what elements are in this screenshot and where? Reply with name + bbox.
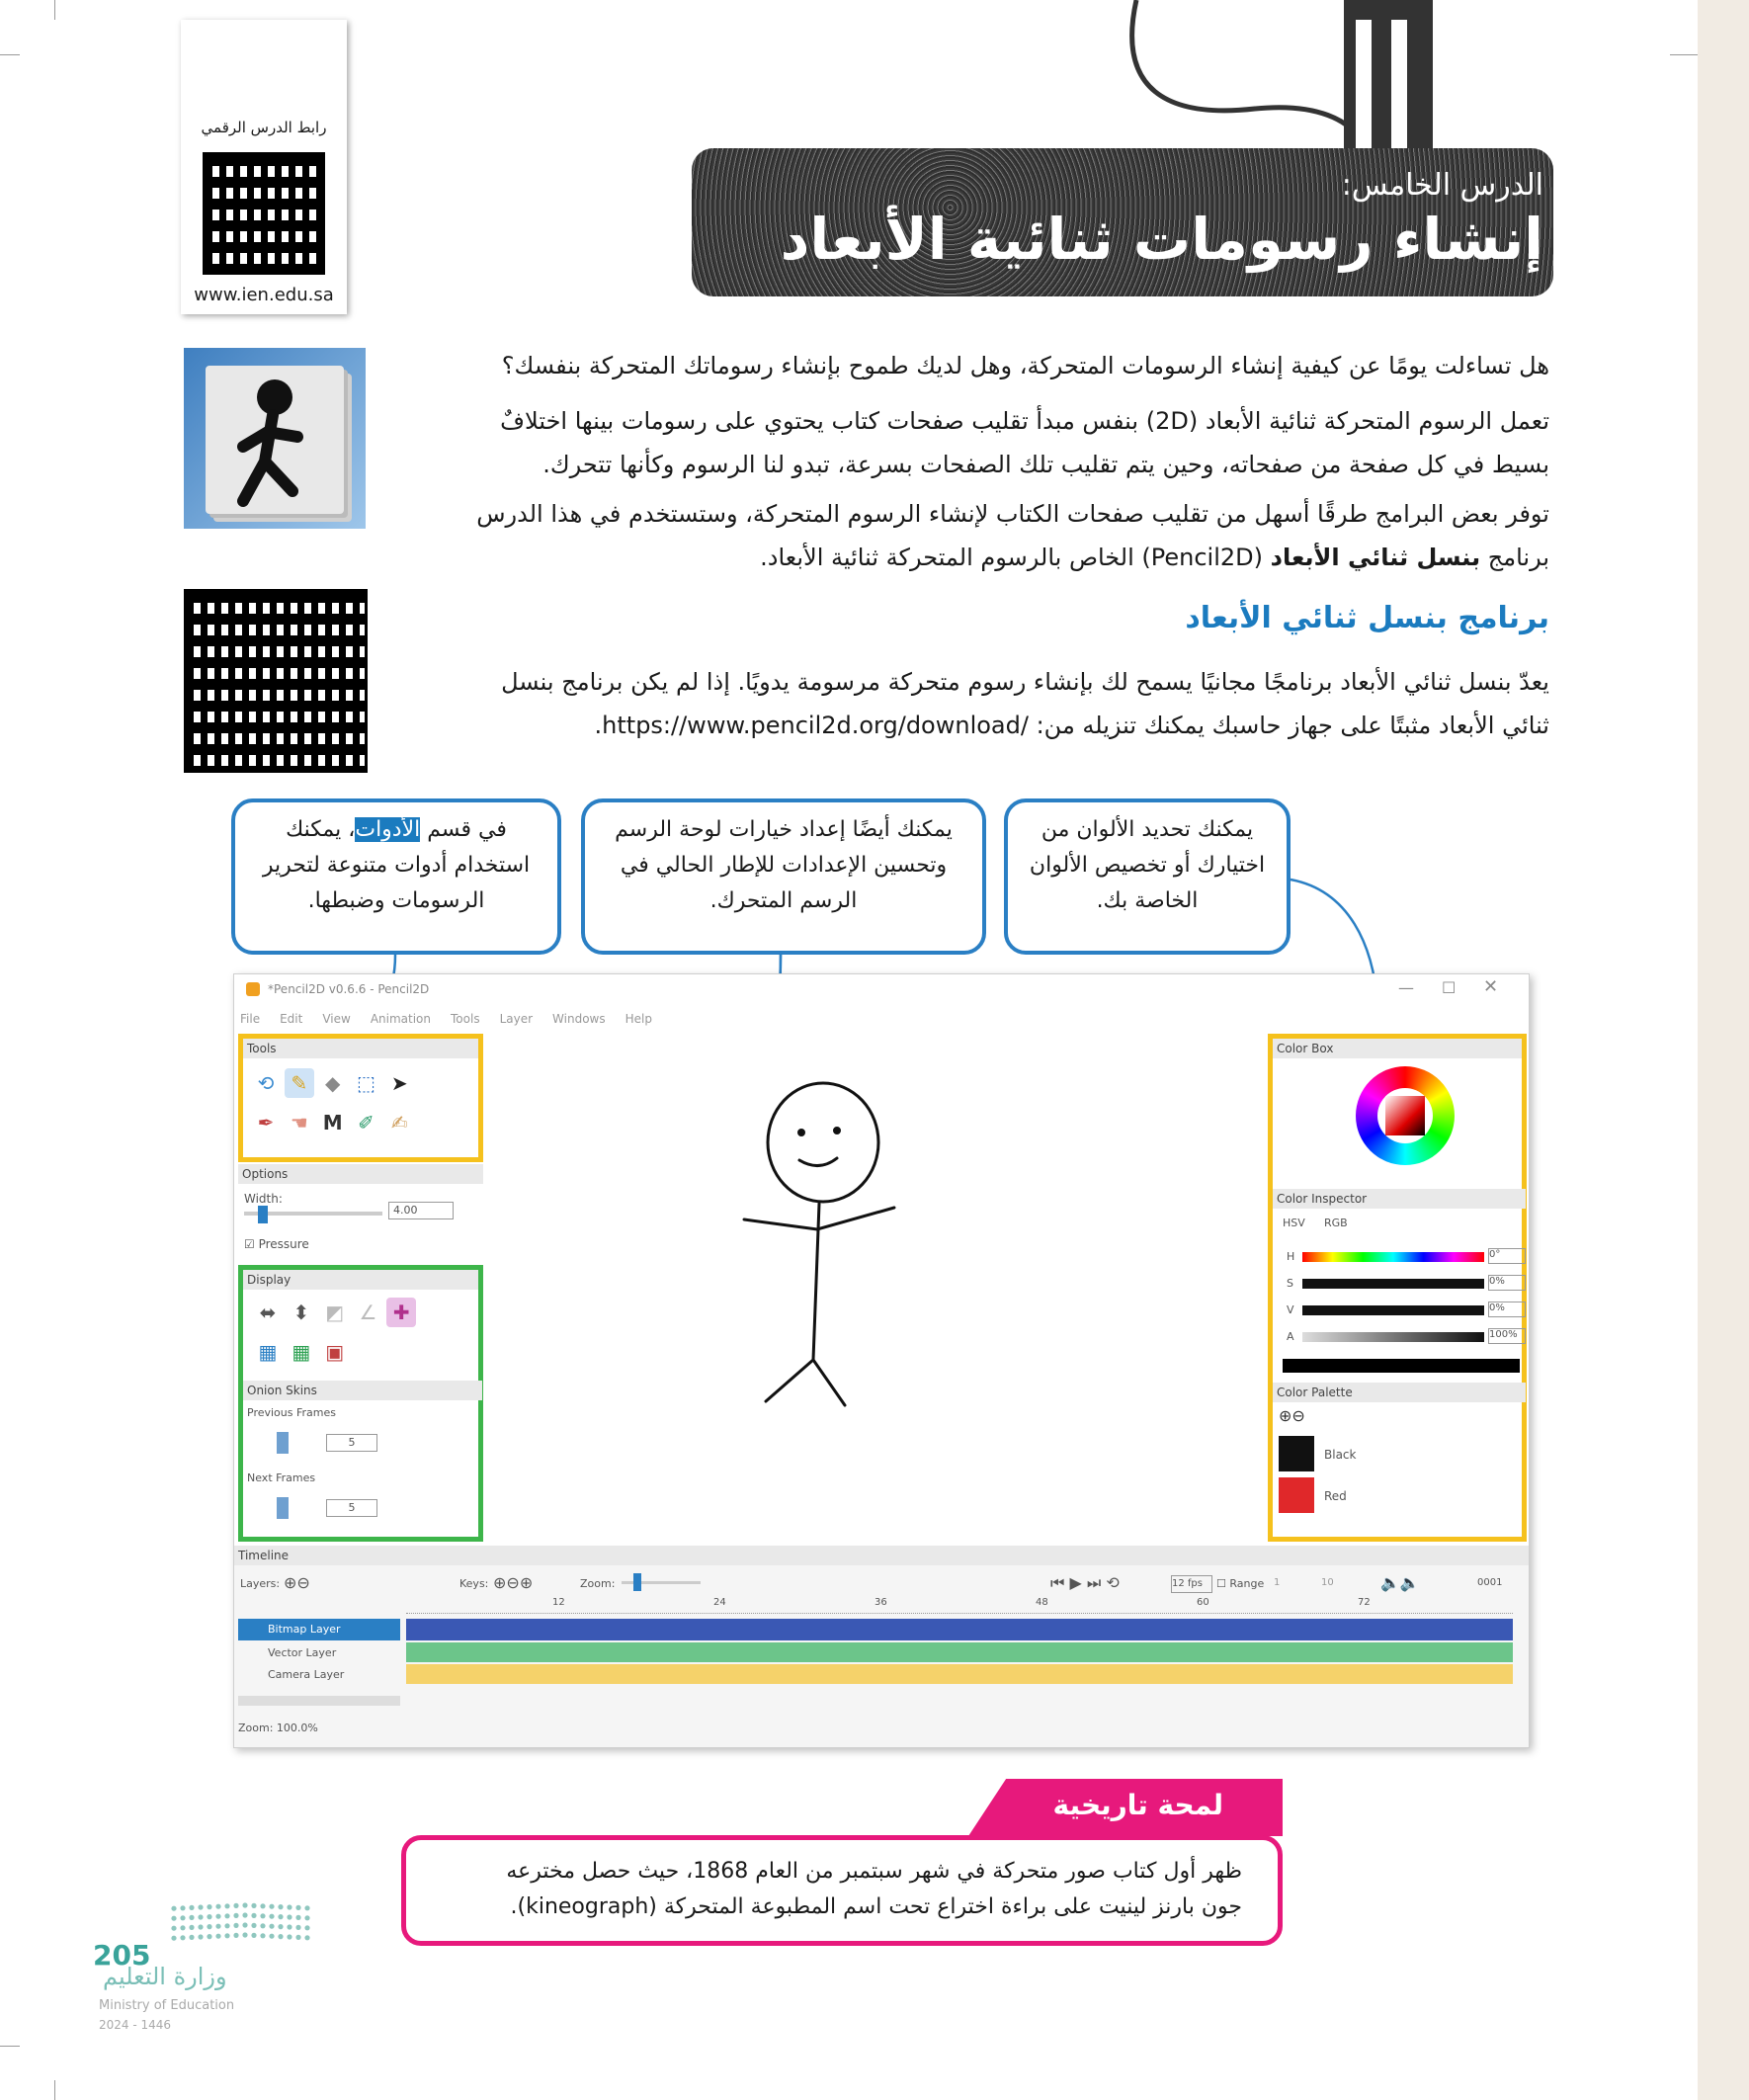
close-icon[interactable]: ✕ (1483, 976, 1499, 997)
brush-tool-icon[interactable]: ✍ (390, 1111, 408, 1134)
logo-dot (287, 1914, 292, 1919)
logo-dot (295, 1905, 300, 1910)
history-tab-label: لمحة تاريخية (1052, 1789, 1223, 1821)
logo-dot (189, 1905, 194, 1910)
smudge-tool-icon[interactable]: ☚ (290, 1111, 308, 1134)
colorbox-title: Color Box (1273, 1039, 1522, 1058)
lesson-label: الدرس الخامس: (1341, 168, 1543, 203)
menu-item-edit[interactable]: Edit (280, 1012, 303, 1026)
logo-dot (171, 1916, 176, 1921)
eraser-tool-icon[interactable]: ◆ (324, 1071, 341, 1095)
logo-dot (295, 1915, 300, 1920)
ruler-tick-label: 12 (552, 1597, 565, 1608)
palette-swatch-black[interactable] (1279, 1436, 1314, 1471)
ruler-tick-label: 36 (874, 1597, 887, 1608)
width-slider-handle[interactable] (258, 1206, 268, 1223)
tools-panel-title: Tools (243, 1039, 478, 1058)
logo-dot (269, 1914, 274, 1919)
width-input[interactable]: 4.00 (388, 1202, 454, 1219)
current-color-swatch (1283, 1359, 1520, 1373)
fps-input[interactable]: 12 fps (1171, 1575, 1212, 1593)
track-camera[interactable] (406, 1664, 1513, 1684)
logo-dot (207, 1904, 211, 1909)
layer-row-vector[interactable]: Vector Layer (268, 1646, 337, 1659)
zoom-label: Zoom: (580, 1577, 616, 1590)
frame-counter: 0001 (1477, 1577, 1503, 1588)
logo-dot (215, 1934, 220, 1939)
intro-paragraph-2-line2: بسيط في كل صفحة من صفحاته، وحين يتم تقليب تلك الصفحات بسرعة، تبدو لنا الرسوم وكأنها تتحرك. (542, 451, 1549, 478)
previous-frames-label: Previous Frames (247, 1406, 336, 1419)
logo-dot (251, 1903, 256, 1908)
logo-dot (198, 1914, 203, 1919)
alpha-slider[interactable] (1302, 1332, 1484, 1342)
playback-controls[interactable]: ⏮ ▶ ⏭ ⟲ (1050, 1573, 1120, 1592)
select-tool-icon[interactable]: ⬚ (357, 1071, 375, 1095)
logo-dot (215, 1914, 220, 1919)
logo-dot (269, 1924, 274, 1929)
title-bar (234, 974, 1529, 1008)
bucket-tool-icon[interactable]: ✐ (358, 1111, 375, 1134)
logo-dot (171, 1936, 176, 1941)
menu-item-tools[interactable]: Tools (451, 1012, 480, 1026)
menu-item-file[interactable]: File (240, 1012, 261, 1026)
digital-link-label: رابط الدرس الرقمي (201, 119, 327, 136)
zoom-slider-handle[interactable] (633, 1573, 641, 1591)
bold-term: بنسل ثنائي الأبعاد (1270, 544, 1481, 571)
timeline-title: Timeline (234, 1546, 1529, 1565)
logo-dot (215, 1904, 220, 1909)
palette-name-black: Black (1324, 1448, 1357, 1462)
camera-border-icon[interactable]: ▣ (325, 1340, 345, 1364)
options-panel-title: Options (238, 1164, 483, 1184)
track-vector[interactable] (406, 1642, 1513, 1662)
s-input[interactable]: 0% (1488, 1275, 1526, 1291)
history-text (432, 1854, 1242, 1925)
onion-prev-icon[interactable] (277, 1432, 289, 1454)
logo-dot (198, 1934, 203, 1939)
menu-item-animation[interactable]: Animation (370, 1012, 432, 1026)
range-end-input[interactable]: 10 (1321, 1577, 1334, 1588)
ruler-tick-label: 48 (1036, 1597, 1048, 1608)
logo-dot (189, 1915, 194, 1920)
logo-dot (287, 1924, 292, 1929)
options-panel (238, 1164, 483, 1263)
grid-b-icon[interactable]: ▦ (292, 1340, 311, 1364)
callout-color: يمكنك تحديد الألوان من اختيارك أو تخصيص الألوان الخاصة بك. (1004, 798, 1291, 955)
maximize-icon[interactable]: ☐ (1442, 978, 1457, 997)
logo-dot (278, 1914, 283, 1919)
palette-swatch-red[interactable] (1279, 1477, 1314, 1513)
text-run: ، يمكنك استخدام أدوات متنوعة لتحرير الرسومات وضبطها. (262, 817, 531, 913)
logo-dot (224, 1903, 229, 1908)
layer-add-remove-icons[interactable]: ⊕⊖ (284, 1573, 310, 1592)
center-icon[interactable]: ✚ (386, 1298, 416, 1327)
logo-dot (207, 1924, 211, 1929)
layers-label: Layers: (240, 1577, 281, 1590)
logo-dot (215, 1924, 220, 1929)
logo-dot (233, 1923, 238, 1928)
h-input[interactable]: 0° (1488, 1248, 1526, 1264)
menu-item-layer[interactable]: Layer (499, 1012, 534, 1026)
onion-panel-title: Onion Skins (243, 1381, 482, 1400)
color-wheel[interactable] (1356, 1066, 1455, 1165)
logo-dot (260, 1923, 265, 1928)
logo-dot (287, 1934, 292, 1939)
window-title: *Pencil2D v0.6.6 - Pencil2D (268, 982, 430, 996)
logo-dot (260, 1933, 265, 1938)
menu-item-help[interactable]: Help (625, 1012, 652, 1026)
logo-dot (278, 1924, 283, 1929)
next-frames-label: Next Frames (247, 1471, 316, 1484)
track-bitmap[interactable] (406, 1619, 1513, 1640)
s-label: S (1287, 1277, 1293, 1290)
logo-dot (304, 1935, 309, 1940)
logo-dot (269, 1934, 274, 1939)
ministry-name-ar: وزارة التعليم (103, 1963, 227, 1990)
logo-dot (224, 1913, 229, 1918)
callout-display: يمكنك أيضًا إعداد خيارات لوحة الرسم وتحسين الإعدادات للإطار الحالي في الرسم المتحرك. (581, 798, 986, 955)
logo-dot (304, 1905, 309, 1910)
display-panel-title: Display (243, 1270, 478, 1290)
logo-dot (233, 1903, 238, 1908)
section-line2: ثنائي الأبعاد مثبتًا على جهاز حاسبك يمكنك تنزيله من: /https://www.pencil2d.org/download. (594, 712, 1549, 739)
text-run: (Pencil2D) الخاص بالرسوم المتحركة ثنائية الأبعاد. (760, 544, 1271, 571)
keys-label: Keys: (459, 1577, 489, 1590)
polyline-tool-icon[interactable]: M (322, 1111, 343, 1134)
layer-row-camera[interactable]: Camera Layer (268, 1668, 345, 1681)
range-label: Range (1229, 1577, 1265, 1590)
clear-tool-icon[interactable]: ⟲ (257, 1071, 275, 1095)
section-heading: برنامج بنسل ثنائي الأبعاد (1185, 601, 1549, 635)
logo-dot (260, 1913, 265, 1918)
tools-panel (238, 1034, 483, 1162)
logo-dot (295, 1935, 300, 1940)
pencil-tool-icon[interactable]: ✎ (285, 1068, 314, 1098)
palette-title: Color Palette (1273, 1383, 1526, 1402)
lesson-title: إنشاء رسومات ثنائية الأبعاد (780, 206, 1543, 273)
logo-dot (198, 1904, 203, 1909)
ruler-tick-label: 60 (1197, 1597, 1209, 1608)
digital-link-url[interactable]: www.ien.edu.sa (194, 285, 334, 305)
logo-dot (207, 1934, 211, 1939)
value-slider[interactable] (1302, 1305, 1484, 1315)
edition-year: 2024 - 1446 (99, 2018, 172, 2032)
logo-dot (171, 1906, 176, 1911)
logo-dot (233, 1933, 238, 1938)
color-square[interactable] (1385, 1096, 1425, 1135)
logo-dot (295, 1925, 300, 1930)
ministry-name-en: Ministry of Education (99, 1998, 235, 2013)
logo-dot (224, 1923, 229, 1928)
logo-dot (198, 1924, 203, 1929)
logo-dot (304, 1925, 309, 1930)
intro-paragraph-3-line1: توفر بعض البرامج طرقًا أسهل من تقليب صفحات الكتاب لإنشاء الرسوم المتحركة، وستستخدم في هذا الدرس (476, 500, 1549, 528)
tools-grid (243, 1058, 478, 1153)
logo-dot (189, 1935, 194, 1940)
timeline-scrollbar[interactable] (238, 1696, 400, 1706)
logo-dot (242, 1912, 247, 1917)
logo-dot (180, 1925, 185, 1930)
history-line1: ظهر أول كتاب صور متحركة في شهر سبتمبر من العام 1868، حيث حصل مخترعه (506, 1859, 1242, 1884)
pressure-label: Pressure (258, 1237, 309, 1251)
inspector-title: Color Inspector (1273, 1189, 1526, 1209)
tab-hsv[interactable]: HSV (1283, 1217, 1305, 1229)
menu-bar (240, 1012, 652, 1032)
range-start-input[interactable]: 1 (1274, 1577, 1281, 1588)
logo-dot (207, 1914, 211, 1919)
display-onion-panels (238, 1265, 483, 1542)
tab-rgb[interactable]: RGB (1324, 1217, 1348, 1229)
intro-paragraph-1: هل تساءلت يومًا عن كيفية إنشاء الرسومات المتحركة، وهل لديك طموح بإنشاء رسوماتك المتحركة بنفسك؟ (501, 352, 1549, 379)
display-grid (243, 1290, 478, 1381)
onion-prev-input[interactable]: 5 (326, 1434, 377, 1452)
a-label: A (1287, 1330, 1294, 1343)
page-number: 205 (93, 1939, 151, 1972)
layer-row-bitmap[interactable]: Bitmap Layer (238, 1619, 400, 1640)
onion-next-input[interactable]: 5 (326, 1499, 377, 1517)
saturation-slider[interactable] (1302, 1279, 1484, 1289)
logo-dot (269, 1904, 274, 1909)
status-zoom: Zoom: 100.0% (238, 1722, 318, 1734)
logo-dot (278, 1904, 283, 1909)
logo-dot (251, 1933, 256, 1938)
move-tool-icon[interactable]: ➤ (390, 1071, 408, 1095)
color-panels (1268, 1034, 1527, 1542)
logo-dot (171, 1926, 176, 1931)
menu-item-view[interactable]: View (322, 1012, 351, 1026)
text-run: في قسم (420, 817, 507, 842)
minimize-icon[interactable]: — (1398, 978, 1414, 997)
a-input[interactable]: 100% (1488, 1328, 1526, 1344)
h-label: H (1287, 1250, 1295, 1263)
text-run: برنامج (1480, 544, 1549, 571)
overlay-icon[interactable]: ◩ (325, 1301, 345, 1324)
palette-add-remove-icons[interactable]: ⊕⊖ (1279, 1406, 1305, 1425)
app-icon (246, 982, 260, 996)
v-input[interactable]: 0% (1488, 1302, 1526, 1317)
rotate-icon[interactable]: ∠ (359, 1301, 377, 1324)
logo-dot (304, 1915, 309, 1920)
logo-dot (287, 1904, 292, 1909)
logo-dot (251, 1913, 256, 1918)
eyedropper-tool-icon[interactable]: ✒ (257, 1111, 275, 1134)
intro-paragraph-2-line1: تعمل الرسوم المتحركة ثنائية الأبعاد (2D) بنفس مبدأ تقليب صفحات كتاب يحتوي على رسومات بينها اختلافٌ (500, 407, 1549, 435)
ruler-tick-label: 24 (713, 1597, 726, 1608)
timeline-panel (234, 1546, 1529, 1747)
frame-ruler (406, 1599, 1513, 1614)
range-checkbox[interactable]: ☐ Range (1216, 1577, 1265, 1590)
onion-next-icon[interactable] (277, 1497, 289, 1519)
logo-dot (180, 1915, 185, 1920)
v-label: V (1287, 1303, 1294, 1316)
width-label: Width: (244, 1192, 283, 1206)
sound-icons[interactable]: 🔈🔈 (1380, 1573, 1420, 1592)
highlighted-term: الأدوات (355, 817, 421, 842)
logo-dot (233, 1913, 238, 1918)
logo-dot (242, 1922, 247, 1927)
logo-dot (260, 1903, 265, 1908)
logo-dot (278, 1934, 283, 1939)
pressure-checkbox[interactable]: ☑ Pressure (244, 1237, 309, 1251)
ruler-tick-label: 72 (1358, 1597, 1371, 1608)
pencil2d-window (233, 973, 1530, 1748)
history-box (401, 1835, 1283, 1946)
logo-dot (180, 1935, 185, 1940)
grid-a-icon[interactable]: ▦ (258, 1340, 278, 1364)
logo-dot (242, 1932, 247, 1937)
menu-item-windows[interactable]: Windows (552, 1012, 606, 1026)
key-add-remove-duplicate-icons[interactable]: ⊕⊖⊕ (493, 1573, 534, 1592)
logo-dot (189, 1925, 194, 1930)
history-line2: جون بارنز لينيت على براءة اختراع تحت اسم المطبوعة المتحركة (kineograph). (510, 1894, 1242, 1919)
logo-dot (251, 1923, 256, 1928)
flip-vertical-icon[interactable]: ⬍ (292, 1301, 310, 1324)
flip-horizontal-icon[interactable]: ⬌ (259, 1301, 277, 1324)
palette-name-red: Red (1324, 1489, 1347, 1503)
logo-dot (242, 1902, 247, 1907)
logo-dot (180, 1905, 185, 1910)
hue-slider[interactable] (1302, 1252, 1484, 1262)
section-line1: يعدّ بنسل ثنائي الأبعاد برنامجًا مجانيًا يسمح لك بإنشاء رسوم متحركة مرسومة يدويًا. إذا لم يكن برنامج بنسل (501, 668, 1549, 696)
logo-dot (224, 1933, 229, 1938)
ministry-logo-icon (168, 1899, 326, 1943)
